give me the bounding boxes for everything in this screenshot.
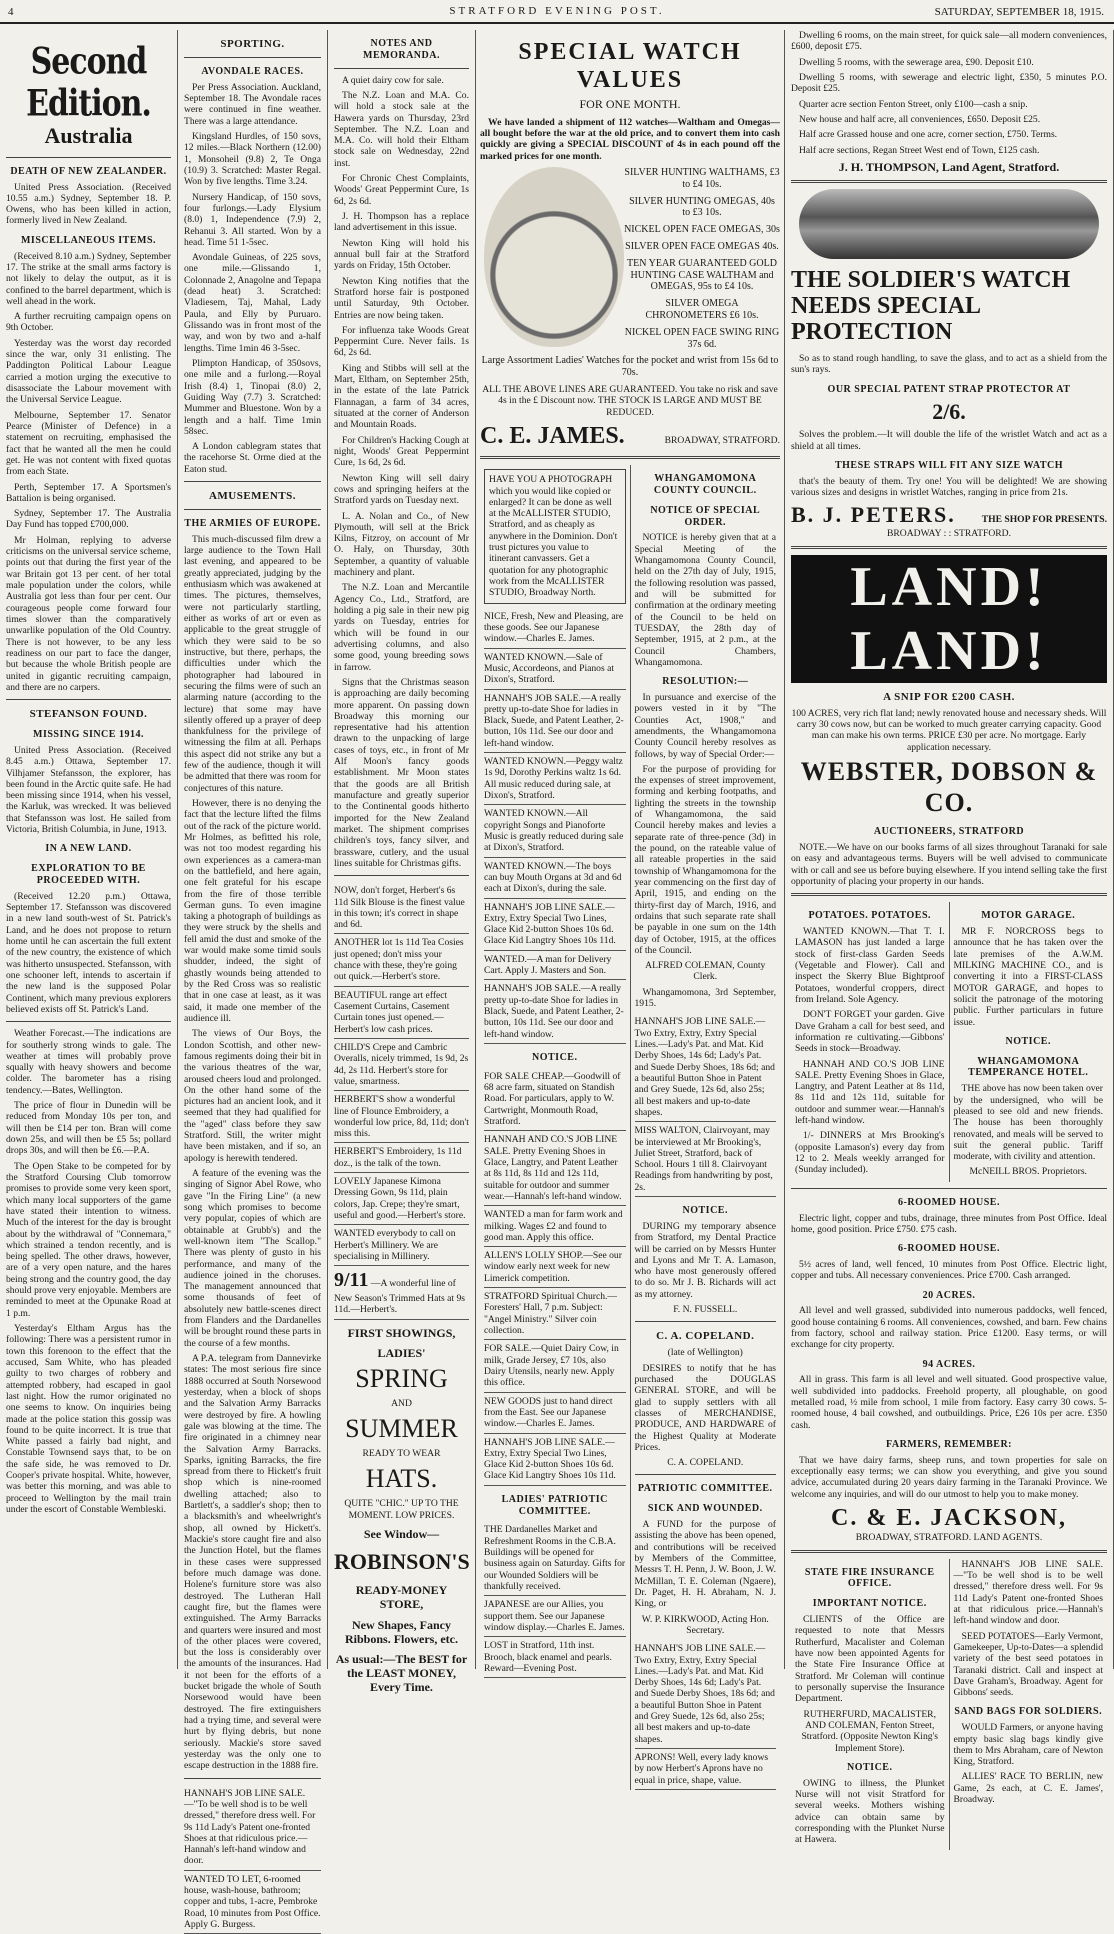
ad-line: ROBINSON'S [334,1549,470,1575]
article-subheading: IN A NEW LAND. [45,843,132,855]
ad-subheading: A SNIP FOR £200 CASH. [883,690,1015,703]
article-text: United Press Association. (Received 10.55 a.m.) Sydney, September 18. P. Owens, who has been killed in action, formerly lived in New Zealand. [6,181,171,227]
classified-ad: HANNAH AND CO.'S JOB LINE SALE. Pretty Evening Shoes in Glace, Langtry, and Patent Leather at 8s 11d, 8s 11d and 12s 11d, suitable for outdoor and summer wear.—Hannah's left-hand window. [484,1131,626,1206]
property-heading: 20 ACRES. [922,1289,976,1301]
note-text: For Children's Hacking Cough at night, Woods' Great Peppermint Cure, 1s 6d, 2s 6d. [334,434,469,469]
section-heading: AMUSEMENTS. [208,490,297,503]
ad-text: Solves the problem.—It will double the life of the wristlet Watch and act as a shield at all times. [791,429,1107,452]
watch-price-line: NICKEL OPEN FACE OMEGAS, 30s [624,224,780,236]
watch-price-line: TEN YEAR GUARANTEED GOLD HUNTING CASE WALTHAM and OMEGAS, 95s to £4 10s. [627,257,777,293]
photo-studio-ad: HAVE YOU A PHOTOGRAPH which you would like copied or enlarged? It can be done as well at the McALLISTER STUDIO, Stratford, and as cheaply as anywhere in the Dominion. Don't trust pictures you value to itinerant canvassers. Get a quotation for any photographic work from the McALLISTER STUDIO, Broadway North. [484,469,626,603]
column-right-ads [784,30,1114,1846]
classified-ad: HERBERT'S show a wonderful line of Flounce Embroidery, a wonderful low price, 8d, 11d; don't miss this. [334,1091,469,1143]
notice-text: NOTICE is hereby given that at a Special Meeting of the Whangamomona County Council, held on the 27th day of July, 1915, the following resolution was passed, and will be submitted for confirmation at the ordinary meeting of the Council to be held on TUESDAY, the 28th day of September, 1915, at 2 p.m., at the Council Chambers, Whangamomona. [634,532,776,668]
classified-ad: WANTED everybody to call on Herbert's Millinery. We are specialising in Millinery. [334,1225,469,1266]
region-heading: Australia [44,122,133,148]
notice-subheading: RESOLUTION:— [662,676,749,688]
notice-heading: WHANGAMOMONA COUNTY COUNCIL. [653,473,757,497]
ad-text: CLIENTS of the Office are requested to note that Messrs Rutherfurd, Macalister and Coleman have now been appointed Agents for the State Fire Insurance Office at Stratford. Mr Coleman will continue to personally supervise the Insurance Department. [795,1614,945,1705]
classified-ad: ANOTHER lot 1s 11d Tea Cosies just opened; don't miss your chance with these, they're going out quick.—Herbert's store. [334,934,469,986]
ad-text: WANTED KNOWN.—That T. I. LAMASON has just landed a large stock of first-class Garden Seeds (Vegetable and Flower). Call and inspect the Skerry Blue Bightproof Potatoes, wonderful croppers, direct from Ireland. Sole Agency. [795,926,945,1005]
note-text: Newton King will sell dairy cows and springing heifers at the Stratford yards on Tuesday next. [334,472,469,507]
ad-text: 100 ACRES, very rich flat land; newly renovated house and necessary sheds. Will carry 30 cows now, but can be worked to much greater carrying capacity. Good man can make his own terms. PRICE £30 per acre. No mortgage. Early application necessary. [791,707,1107,753]
property-listing: Dwelling 6 rooms, on the main street, for quick sale—all modern conveniences, £600, deposit £75. [791,30,1107,53]
article-text: Nursery Handicap, of 150 sovs, four furlongs.—Lady Elysium (8.0) 1, Independence (7.9) 2, Rehanui 3. All started. Won by a head. Time 51 1-5sec. [184,191,321,248]
ad-heading: MOTOR GARAGE. [981,910,1076,922]
classified-ad: FOR SALE CHEAP.—Goodwill of 68 acre farm, situated on Standish Road. For particulars, apply to W. Cartwright, Monmouth Road, Stratford. [484,1068,626,1132]
ad-line: SUMMER [345,1413,458,1443]
ad-text: DESIRES to notify that he has purchased the DOUGLAS GENERAL STORE, and will be glad to supply settlers with all classes of MERCHANDISE, PRODUCE, AND HARDWARE of the Highest Quality at Moderate Prices. [634,1362,776,1453]
article-text: (Received 8.10 a.m.) Sydney, September 17. The strike at the small arms factory is not likely to delay the output, as it is confined to the barrel department, which is well ahead in the work. [6,250,171,307]
property-listing: Dwelling 5 rooms, with the sewerage area, £90. Deposit £10. [799,56,1034,68]
classified-ad [334,1266,469,1319]
ad-text: NOTE.—We have on our books farms of all sizes throughout Taranaki for sale on easy and advantageous terms. Buyers will be well advised to communicate with or call and see us before buying elsewhere. If you intend selling take the first opportunity of placing your property in our hands. [791,842,1107,887]
classified-ad: WANTED KNOWN.—All copyright Songs and Pianoforte Music is greatly reduced during sale at Dixon's, Stratford. [484,805,626,857]
article-text: Mr Holman, replying to adverse criticisms on the universal service scheme, points out that during the first year of the war Britain got 13 per cent. of her total male population under the colors, while Australia got less than four per cent. Our courageous people come forward four times slower than the comparatively unwarlike population of the Old Country. There is not however, to be any less readiness on our part to face the danger, but because the whole British people are united in gigantic recruiting campaign, and there are no carpers. [6,534,171,693]
ad-heading: NOTICE. [1005,1035,1051,1047]
ad-subheading: OUR SPECIAL PATENT STRAP PROTECTOR AT [827,383,1071,395]
notice-subheading: NOTICE OF SPECIAL ORDER. [650,504,761,528]
property-listing: New house and half acre, all conveniences, £650. Deposit £25. [799,113,1041,125]
article-text: Melbourne, September 17. Senator Pearce (Minister of Defence) in a statement on recruiting, emphasised the fact that he wanted all the men he could get. He was not content with fixed quotas from each State. [6,409,171,478]
notice-signature: ALFRED COLEMAN, County Clerk. [645,960,766,983]
note-text: Signs that the Christmas season is approaching are daily becoming more apparent. On passing down Broadway this morning our representative had his attention drawn to the unpacking of large cases of toys, etc., in front of Mr Alf Moon's fancy goods establishment. Mr Moon states that the goods are all British manufacture and greatly superior to the Continental goods hitherto imported for the New Zealand market. The shipment comprises children's toys, fancy silver, and brassware, cutlery, and the usual lines suitable for Christmas gifts. [334,676,469,869]
notice-text: DURING my temporary absence from Stratford, my Dental Practice will be carried on by Messrs Hunter and Lyons and Mr T. A. Lamason, who have most generously offered to do so. Mr J. B. Richards will act as my attorney. [634,1220,776,1300]
article-text: Sydney, September 17. The Australia Day Fund has topped £700,000. [6,508,171,531]
advertiser-address: BROADWAY, STRATFORD. LAND AGENTS. [855,1532,1043,1544]
ad-line: See Window— [363,1527,440,1542]
classified-ad: STRATFORD Spiritual Church.—Foresters' Hall, 7 p.m. Subject: "Angel Ministry." Silver coin collection. [484,1288,626,1340]
classified-ad: HANNAH'S JOB SALE.—A really pretty up-to-date Shoe for ladies in Black, Suede, and Patent Leather, 2-button, 10s 11d. See our door and left-hand window. [484,980,626,1044]
property-listing: Quarter acre section Fenton Street, only £100—cash a snip. [799,98,1028,110]
land-headline: LAND! LAND! [791,555,1107,683]
property-listing: Dwelling 5 rooms, with sewerage and electric light, £350, 5 minutes P.O. Deposit £25. [791,71,1107,95]
article-heading: STEFANSON FOUND. [29,708,148,721]
advertiser-address: BROADWAY : : STRATFORD. [886,528,1012,540]
notice-signature: F. N. FUSSELL. [673,1304,738,1316]
hat-price: 9/11 [334,1269,369,1292]
article-subheading: MISSING SINCE 1914. [33,729,144,741]
article-text: Kingsland Hurdles, of 150 sovs, 12 miles.—Black Northern (12.00) 1, Monsoheil (9.8) 2, Te Onga (10.9) 3. Scratched: Master Regal. Won by five lengths. Time 3.24. [184,131,321,188]
notice-text: A FUND for the purpose of assisting the above has been opened, and contributions will be received by Members of the Committee, Messrs T. H. Penn, J. W. Boon, J. W. McMillan, T. E. Coleman (Ngaere), Dr. Paget, H. H. Abraham, N. J. King, or [634,1519,776,1610]
article-text: Per Press Association. Auckland, September 18. The Avondale races were continued in fine weather. There was a large attendance. [184,81,321,127]
ad-line: AND [391,1398,412,1410]
article-text: The Open Stake to be competed for by the Stratford Coursing Club tomorrow promises to provide some very keen sport, which many local supporters of the game have stated their intention to witness. Much of the interest for the day is brought about by the withdrawal of "Connemara," which strained a tendon recently, and is being spelled. The other draws, however, are of a very open nature, and the hares being strong and the country good, the day should prove very enjoyable. Members are reminded to meet at the Opunake Road at 1 p.m. [6,1160,171,1319]
article-text: Weather Forecast.—The indications are for southerly strong winds to gale. The weather at times will probably prove squally with heavy showers and become colder. The barometer has a rising tendency.—Bates, Wellington. [6,1028,171,1096]
note-text: Newton King notifies that the Stratford horse fair is postponed until Saturday, 9th October. Entries are now being taken. [334,275,469,321]
ad-heading: POTATOES. POTATOES. [808,910,932,922]
ad-line: READY-MONEY STORE, [355,1583,448,1612]
ad-text: WOULD Farmers, or anyone having empty basic slag bags kindly give them to Mrs Abraham, care of Newton King, Stratford. [953,1722,1103,1768]
classified-ad: WANTED KNOWN.—Sale of Music, Accordeons, and Pianos at Dixon's, Stratford. [484,649,626,690]
ad-text: —A wonderful line of New Season's Trimmed Hats at 9s 11d.—Herbert's. [334,1278,465,1316]
classified-ad: ALLEN'S LOLLY SHOP.—See our window early next week for new Limerick competition. [484,1247,626,1288]
article-heading: THE ARMIES OF EUROPE. [184,518,321,530]
watch-price-line: SILVER HUNTING WALTHAMS, £3 to £4 10s. [624,167,780,190]
article-heading: DEATH OF NEW ZEALANDER. [10,165,167,177]
advertiser-name: C. A. COPELAND. [656,1330,755,1343]
column-news-australia [0,30,178,1669]
notice-subheading: SICK AND WOUNDED. [647,1503,763,1515]
article-text: Yesterday was the worst day recorded since the war, only 31 enlisting. The Paddington Political Labour League carried a motion urging the executive to disassociate the Labour movement with the Universal Service League. [6,337,171,406]
watch-price-line: NICKEL OPEN FACE SWING RING 37s 6d. [624,326,780,350]
note-text: L. A. Nolan and Co., of New Plymouth, will sell at the Brick Kilns, Fitzroy, on account of Mr O. Haly, on Thursday, 30th September, a quantity of valuable machinery and plant. [334,510,469,579]
notice-signature: McNEILL BROS. Proprietors. [969,1166,1087,1178]
notice-signature: C. A. COPELAND. [667,1457,744,1469]
article-text: A feature of the evening was the singing of Signor Abel Rowe, who gave "In the Firing Line" (a new song which promises to become very popular, copies of which are obtainable at Grubb's) and the well-known item "The Scallop." There was plenty of gusto in his performance, and many of the audience joined in the choruses. The management announced that some thousands of feet of absolutely new battle-scenes direct from Flanders and the Dardanelles will be brought round these parts in the course of a few months. [184,1168,321,1349]
classified-ad: NICE, Fresh, New and Pleasing, are these goods. See our Japanese window.—Charles E. James. [484,608,626,649]
ad-text: that's the beauty of them. Try one! You will be delighted! We are showing various sizes and designs in wristlet Watches, ranging in price from 21s. [791,475,1107,499]
ad-subheading: THESE STRAPS WILL FIT ANY SIZE WATCH [834,459,1064,471]
classified-ad: JAPANESE are our Allies, you support them. See our Japanese window display.—Charles E. James. [484,1596,626,1637]
watch-ad-subtitle: FOR ONE MONTH. [579,96,681,111]
advertiser-subtitle: AUCTIONEERS, STRATFORD [873,826,1025,838]
note-text: King and Stibbs will sell at the Mart, Eltham, on September 25th, in the estate of the late Patrick Flannagan, a farm of 34 acres, situated at the corner of Anderson and Mountain Roads. [334,362,469,431]
edition-heading: Second Edition. [26,40,151,126]
classified-ad: HANNAH'S JOB LINE SALE.—Two Extry, Extry, Extry Special Lines.—Lady's Pat. and Mat. Kid Derby Shoes, 14s 6d; Lady's Pat. and Suede Derby Shoes, 18s 6d; and a beautiful Button Shoe in Patent and Grey Suede, 12s 6d, also 25s; all best makers and up-to-date shapes. [635,1640,777,1749]
ad-subheading: IMPORTANT NOTICE. [812,1598,927,1610]
right-subcolumn [631,465,781,1790]
classified-ad: WANTED a man for farm work and milking. Wages £2 and found to good man. Apply this office. [484,1206,626,1247]
classified-ad: HANNAH'S JOB LINE SALE.—"To be well shod is to be well dressed," therefore dress well. For 9s 11d Lady's Patent one-fronted Shoes at that ridiculous price.—Hannah's left-hand window and door. [184,1785,321,1871]
classified-ad: APRONS! Well, every lady knows by now Herbert's Aprons have no equal in price, shape, value. [635,1749,777,1790]
ad-line: HATS. [365,1463,438,1493]
right-subcolumn [950,902,1108,1182]
ad-heading: SAND BAGS FOR SOLDIERS. [954,1706,1103,1718]
article-text: Avondale Guineas, of 225 sovs, one mile.—Glissando 1, Colonnade 2, Anagolne and Tepapa (dead heat) 3. Scratched: Vladiesem, Taj, Mahal, Lady Paula, and Elly by Puruaro. Glissando was in front most of the way, and won by two and a-half lengths. Time 1min 46 3-5sec. [184,252,321,354]
ad-line: QUITE "CHIC." UP TO THE MOMENT. LOW PRICES. [344,1498,459,1521]
wristwatch-image [799,189,1099,259]
note-text: The N.Z. Loan and M.A. Co. will hold a stock sale at the Hawera yards on Thursday, 23rd September. The N.Z. Loan and M.A. Co. will hold their Eltham stock sale on Wednesday, 22nd inst. [334,89,469,169]
watch-price-line: SILVER OMEGA CHRONOMETERS £6 10s. [645,298,759,321]
notice-heading: PATRIOTIC COMMITTEE. [637,1483,773,1495]
classified-ad: FOR SALE.—Quiet Dairy Cow, in milk, Grade Jersey, £7 10s, also Dairy Utensils, nearly new. Apply this office. [484,1340,626,1392]
column-notes-memoranda [328,30,476,1695]
advertiser-name: C. & E. JACKSON, [830,1505,1067,1532]
ad-text: 1/- DINNERS at Mrs Brooking's (opposite Lamason's) every day from 12 to 2. Meals weekly arranged for (Sunday included). [795,1130,945,1176]
classified-ad: HANNAH'S JOB LINE SALE.—Two Extry, Extry, Extry Special Lines.—Lady's Pat. and Mat. Kid Derby Shoes, 14s 6d; Lady's Pat. and Suede Derby Shoes, 18s 6d; and a beautiful Button Shoe in Patent and Grey Suede, 12s 6d, also 25s; all best makers and up-to-date shapes. [635,1013,777,1122]
ad-text: OWING to illness, the Plunket Nurse will not visit Stratford for several weeks. Mothers wishing advice can obtain same by corresponding with the Plunket Nurse at Hawera. [795,1777,945,1846]
article-text: (Received 12.20 p.m.) Ottawa, September 17. Stefansson was discovered in a new land south-west of St. Patrick's Land, and he does not propose to return home until he can ascertain the full extent of the new country, the existence of which was hitherto unsuspected. Stefansson, with one schooner left, intends to ascertain if the new land is the supposed Polar Continent, which many previous explorers believed exists off St. Patrick's Land. [6,890,171,1015]
article-text: A further recruiting campaign opens on 9th October. [6,311,171,334]
masthead [0,0,1114,24]
article-text: The price of flour in Dunedin will be reduced from Monday 10s per ton, and will then be £14 per ton. Bran will come down 25s, and will then be £5 5s; pollard drops 30s, and will then be £6.—P.A. [6,1100,171,1157]
watch-ad-title: SPECIAL WATCH VALUES [518,39,742,94]
property-text: 5½ acres of land, well fenced, 10 minutes from Post Office. Electric light, copper and tubs. All necessary conveniences. Price £700. Cash arranged. [791,1258,1107,1282]
classified-ad: NOW, don't forget, Herbert's 6s 11d Silk Blouse is the finest value in this town; it's correct in shape and 6d. [334,882,469,934]
classified-ad: CHILD'S Crepe and Cambric Overalls, nicely trimmed, 1s 9d, 2s 4d, 2s 11d. Herbert's store for value, smartness. [334,1039,469,1091]
ad-text: THE above has now been taken over by the undersigned, who will be pleased to see old and new friends. The house has been thoroughly renovated, and meals will be served to suit the general public. Tariff moderate, with civility and attention. [953,1083,1103,1163]
article-text: United Press Association. (Received 8.45 a.m.) Ottawa, September 17. Vilhjamer Stefansson, the explorer, has been found in the Arctic quite safe. He had been missing since 1914, when his vessel, the Karluk, was wrecked. It was believed that Stefansson was lost. He sailed from Victoria, British Columbia, in June, 1913. [6,744,171,836]
watch-price-line: Large Assortment Ladies' Watches for the pocket and wrist from 15s 6d to 70s. [481,355,779,379]
column-sporting-amusements [178,30,328,1931]
soldier-watch-headline: THE SOLDIER'S WATCH NEEDS SPECIAL PROTECTION [791,266,1071,345]
advertiser-name: C. E. JAMES. [480,422,625,449]
article-text: Perth, September 17. A Sportsmen's Battalion is being organised. [6,481,171,504]
property-heading: 94 ACRES. [922,1358,976,1370]
property-listing: Half acre Grassed house and one acre, corner section, £750. Terms. [799,129,1058,141]
ad-text: DON'T FORGET your garden. Give Dave Graham a call for best seed, and information re cultivating.—Gibbons' Seeds in stock—Broadway. [795,1009,945,1055]
notice-heading: NOTICE. [682,1205,728,1217]
classified-ad: WANTED TO LET, 6-roomed house, wash-house, bathroom; copper and tubs, 1-acre, Pembroke Road, 10 minutes from Post Office. Apply G. Burgess. [184,1871,321,1934]
advertiser-subtitle: (late of Wellington) [667,1347,743,1359]
classified-ad: HANNAH'S JOB SALE.—A really pretty up-to-date Shoe for ladies in Black, Suede, and Patent Leather, 2-button, 10s 11d. See our door and left-hand window. [484,690,626,754]
classified-ad: HANNAH'S JOB LINE SALE.—Extry, Extry Special Two Lines, Glace Kid 2-button Shoes 10s 6d. Glace Kid Langtry Shoes 10s 11d. [484,899,626,951]
classified-ad: MISS WALTON, Clairvoyant, may be interviewed at Mr Brooking's, Juliet Street, Stratford, back of School. Hours 1 till 8. Clairvoyant Readings from handwriting by post, 2s. [635,1122,777,1197]
advertiser-address: BROADWAY, STRATFORD. [664,434,780,446]
ad-heading: NOTICE. [847,1761,893,1773]
classified-ad: LOVELY Japanese Kimona Dressing Gown, 9s 11d, plain colors, Jap. Crepe; they're smart, useful and good.—Herbert's store. [334,1173,469,1225]
left-subcolumn [791,1559,950,1850]
ad-text: HANNAH AND CO.'S JOB LINE SALE. Pretty Evening Shoes in Glace, Langtry, and Patent Leather at 8s 11d, 8s 11d and 12s 11d, suitable for outdoor and summer wear.—Hannah's left-hand window. [795,1058,945,1127]
article-text: Yesterday's Eltham Argus has the following: There was a persistent rumor in town this forenoon to the effect that the accused, Sam White, who has pleaded guilty to two charges of robbery and attempted robbery, had escaped in gaol last night. How the rumor originated no one seems to know. On inquiries being made at the police station this gossip was found to be quite incorrect. It is true that White passed a fairly bad night, and Constable Townsend says that, to be on the safe side, he was removed to Dr. Cooper's private hospital. White, however, was better this morning, and was able to proceed to Wellington by the mail train under the escort of Constable Wembleski. [6,1323,171,1516]
classified-ad: WANTED.—A man for Delivery Cart. Apply J. Masters and Son. [484,951,626,981]
property-text: That we have dairy farms, sheep runs, and town properties for sale on exceptionally easy terms; we can show you everything, and give you sound advice, accumulated during 20 years dairy farming in the Taranaki Province. We welcome any inquiries, and will do our utmost to help you to make money. [791,1454,1107,1500]
advertiser-tagline: THE SHOP FOR PRESENTS. [981,514,1107,526]
section-heading: NOTES AND MEMORANDA. [363,38,440,61]
section-heading: SPORTING. [220,38,285,50]
article-subheading: EXPLORATION TO BE PROCEEDED WITH. [31,863,146,886]
pocket-watch-image [484,167,624,347]
classified-ad: THE Dardanelles Market and Refreshment Rooms in the C.B.A. Buildings will be opened for business again on Saturday. Gifts for our Wounded Soldiers will be thankfully received. [484,1521,626,1596]
classified-ad: NEW GOODS just to hand direct from the East. See our Japanese window.—Charles E. James. [484,1393,626,1434]
property-listing: Half acre sections, Regan Street West end of Town, £125 cash. [799,144,1040,156]
ad-text: ALLIES' RACE TO BERLIN, new Game, 2s each, at C. E. James', Broadway. [953,1771,1103,1806]
property-heading: FARMERS, REMEMBER: [885,1439,1013,1451]
article-heading: AVONDALE RACES. [201,65,304,77]
newspaper-name: STRATFORD EVENING POST. [449,5,665,17]
ad-line: SPRING [355,1363,448,1393]
ad-text: HANNAH'S JOB LINE SALE.—"To be well shod is to be well dressed," therefore dress well. For 9s 11d Lady's Patent one-fronted Shoes at that ridiculous price.—Hannah's left-hand window and door. [953,1558,1103,1627]
note-text: Newton King will hold his annual bull fair at the Stratford yards on Friday, 15th October. [334,237,469,272]
article-text: A P.A. telegram from Dannevirke states: The most serious fire since 1888 occurred at South Norsewood yesterday, when a block of shops and the Salvation Army Barracks were destroyed by fire. A howling gale was blowing at the time. The fire originated in a chimney near the Salvation Army Barracks. Sparks, igniting Barracks, the fire spread from there to Hickett's fruit shop which is nine-roomed dwelling attached; also to Bartlett's, a saddler's shop; then to a blacksmith's and wheelwright's shop, all owned by Hickett's. Mackie's store caught fire and also the Junction Hotel, but the flames in these cases were suppressed before much damage was done. Holene's furniture store was also destroyed. The Lutheran Hall caught fire, but the flames were extinguished. The Army Barracks and quarters were insured and most of the other places were covered, but the loss is considerably over the amounts of the insurances. Had it not been for the efforts of a bucket brigade the whole of South Norsewood would have been destroyed. The fire extinguishers had a trying time, and several were hurt by flying debris, but none seriously. Mackie's store saved yesterday was the only one to escape destruction in the 1888 fire. [184,1353,321,1772]
note-text: A quiet dairy cow for sale. [342,74,444,86]
left-subcolumn [791,902,950,1182]
watch-price-line: SILVER HUNTING OMEGAS, 40s to £3 10s. [629,195,775,219]
watch-guarantee: ALL THE ABOVE LINES ARE GUARANTEED. You take no risk and save 4s in the £ Discount now. THE STOCK IS LARGE AND MUST BE REDUCED. [482,383,778,418]
ad-line: LADIES' [377,1345,426,1360]
ad-text: MR F. NORCROSS begs to announce that he has taken over the late premises of the A.W.M. MILKING MACHINE CO., and is converting it into a FIRST-CLASS MOTOR GARAGE, and hopes to solicit the patronage of the motoring public. Further particulars in future issue. [953,926,1103,1028]
article-heading: MISCELLANEOUS ITEMS. [20,234,157,246]
notice-signature: RUTHERFURD, MACALISTER, AND COLEMAN, Fenton Street, Stratford. (Opposite Newton King's Implement Store). [801,1708,939,1754]
column-watch-ads [476,30,784,1786]
article-text: Plimpton Handicap, of 350sovs, one mile and a furlong.—Royal Irish (8.4) 1, Tinopai (8.0) 2, Guiding Way (7.7) 3. Scratched: Mummer and Bluestone. Won by a length and a half. Time 1min 58sec. [184,357,321,437]
property-text: All in grass. This farm is all level and well situated. Good prospective value, well subdivided into paddocks. Freehold property, all ploughable, on good metalled road, ½ mile from school, 1 mile from factory. Easy carry 30 cows. 5-roomed house, 4 bail cowshed, and outbuildings. Price, £26 10s per acre. £350 cash. [791,1374,1107,1431]
ad-line: FIRST SHOWINGS, [347,1325,456,1340]
advertiser-name: B. J. PETERS. [791,502,956,528]
property-text: All level and well grassed, subdivided into numerous paddocks, well fenced, good house containing 6 rooms. All conveniences, cowshed, and barn. Few chains from factory, school and railway station. Price £1200. Easy terms, or will exchange for city property. [791,1305,1107,1351]
notice-signature: Whangamomona, 3rd September, 1915. [634,986,776,1010]
notice-text: In pursuance and exercise of the powers vested in it by "The Counties Act, 1908," and amendments, the Whangamomona County Council hereby resolves as follows, by way of Special Order:— [634,691,776,760]
land-agent-name: J. H. THOMPSON, Land Agent, Stratford. [838,159,1060,174]
ad-text: SEED POTATOES—Early Vermont, Gamekeeper, Up-to-Dates—a splendid variety of the best seed potatoes in Taranaki district. Call and inspect at Dave Graham's, Broadway. Agent for Gibbons' seeds. [953,1630,1103,1699]
property-text: Electric light, copper and tubs, drainage, three minutes from Post Office. Ideal home, good position. Price £750. £75 cash. [791,1212,1107,1235]
ad-line: New Shapes, Fancy Ribbons. Flowers, etc. [345,1617,458,1646]
ad-line: As usual:—The BEST for the LEAST MONEY, Every Time. [335,1651,468,1695]
property-heading: 6-ROOMED HOUSE. [898,1243,1000,1255]
watch-ad-intro: We have landed a shipment of 112 watches—Waltham and Omegas—all bought before the war at the old price, and to convert them into cash quickly are giving a SPECIAL DISCOUNT of 4s in each pound off the marked prices for one month. [480,116,780,162]
ad-subheading: WHANGAMOMONA TEMPERANCE HOTEL. [968,1055,1089,1079]
classified-ad: WANTED KNOWN.—Peggy waltz 1s 9d, Dorothy Perkins waltz 1s 6d. All music reduced during sale, at Dixon's, Stratford. [484,753,626,805]
ad-text: So as to stand rough handling, to save the glass, and to act as a shield from the sun's rays. [791,352,1107,376]
left-subcolumn [480,465,631,1790]
note-text: J. H. Thompson has a replace land advertisement in this issue. [334,211,469,234]
note-text: The N.Z. Loan and Mercantile Agency Co., Ltd., Stratford, are holding a pig sale in their new pig yards on Tuesday, entries for which will be found in our advertising columns, and also some good, young breeding sows in farrow. [334,582,469,673]
notice-heading: NOTICE. [532,1051,578,1063]
robinson-hats-ad [334,1326,469,1695]
article-text: A London cablegram states that the racehorse St. Orme died at the Eaton stud. [184,441,321,475]
property-heading: 6-ROOMED HOUSE. [898,1196,1000,1208]
classified-ad: LOST in Stratford, 11th inst. Brooch, black enamel and pearls. Reward—Evening Post. [484,1637,626,1678]
article-text: This much-discussed film drew a large audience to the Town Hall last evening, and appeared to be greatly appreciated, judging by the enthusiasm which was awakened at times. The pictures, themselves, were not particularly startling, either as works of art or even as applicable to the great struggle of which they were said to be so instructive, but there, perhaps, the difficulties under which the photographer had laboured in securing the films were of such an alarming nature (according to the lecture) that some may have silently offered up a prayer of deep thankfulness for the privilege of witnessing the film at all. Perhaps this aspect did not strike any but a few of the audience, though it will be admitted that there was room for conjectures of this nature. [184,533,321,794]
right-subcolumn [950,1559,1108,1850]
notice-signature: W. P. KIRKWOOD, Acting Hon. Secretary. [641,1613,769,1636]
classified-ad: BEAUTIFUL range art effect Casement Curtains, Casement Curtain tones just opened.—Herbert's low cash prices. [334,987,469,1039]
article-text: However, there is no denying the fact that the lecture lifted the films out of the rack of the picture world. Mr Holmes, as befitted his role, was not too modest regarding his own experiences as a camera-man on the battlefield, and here again, one felt grateful for his escape from the fire of those terrible German guns. To even imagine taking a photograph of buildings as they were struck by the shells and fell amid the dust and smoke of the war would make some timid souls shudder, indeed, the sight of ghastly wounds being attended to by the Red Cross was so realistic that in one case at least, as it was said, it made one member of the audience ill. [184,798,321,1024]
article-text: The views of Our Boys, the London Scottish, and other new-famous regiments doing their bit in the various theatres of the war, aroused cheers loud and prolonged. On the other hand some of the pictures had an ancient look, and it seemed that they had qualified for the "aged" class before they saw Stratford. Still, the writer might have been mistaken, and if so, an apology is herewith tendered. [184,1028,321,1164]
notice-heading: LADIES' PATRIOTIC COMMITTEE. [501,1493,608,1517]
note-text: For influenza take Woods Great Peppermint Cure. Never fails. 1s 6d, 2s 6d. [334,324,469,359]
classified-ad: WANTED KNOWN.—The boys can buy Mouth Organs at 3d and 6d each at Dixon's, during the sale. [484,858,626,899]
page-number: 4 [8,6,14,18]
strap-price: 2/6. [932,399,966,425]
classified-ad: HANNAH'S JOB LINE SALE.—Extry, Extry Special Two Lines, Glace Kid 2-button Shoes 10s 6d. Glace Kid Langtry Shoes 10s 11d. [484,1434,626,1486]
issue-date: SATURDAY, SEPTEMBER 18, 1915. [934,6,1104,18]
advertiser-name: WEBSTER, DOBSON & CO. [800,756,1098,817]
note-text: For Chronic Chest Complaints, Woods' Great Peppermint Cure, 1s 6d, 2s 6d. [334,173,469,207]
watch-price-line: SILVER OPEN FACE OMEGAS 40s. [625,241,779,253]
ad-line: READY TO WEAR [362,1448,441,1460]
classified-ad: HERBERT'S Embroidery, 1s 11d doz., is the talk of the town. [334,1143,469,1173]
notice-text: For the purpose of providing for the expenses of street improvement, forming and kerbing footpaths, and lighting the streets in the township of Whangamomona, the said Council hereby makes and levies a separate rate of three-pence (3d) in the pound, on the rateable value of all rateable properties in the said township of Whangamomona for the year commencing on the first day of April, 1915, and ending on the thirty-first day of March, 1916, and ordains that such separate rate shall be payable in one sum on the 14th day of October, 1915, at the offices of the Council. [634,763,776,956]
ad-heading: STATE FIRE INSURANCE OFFICE. [804,1566,935,1590]
